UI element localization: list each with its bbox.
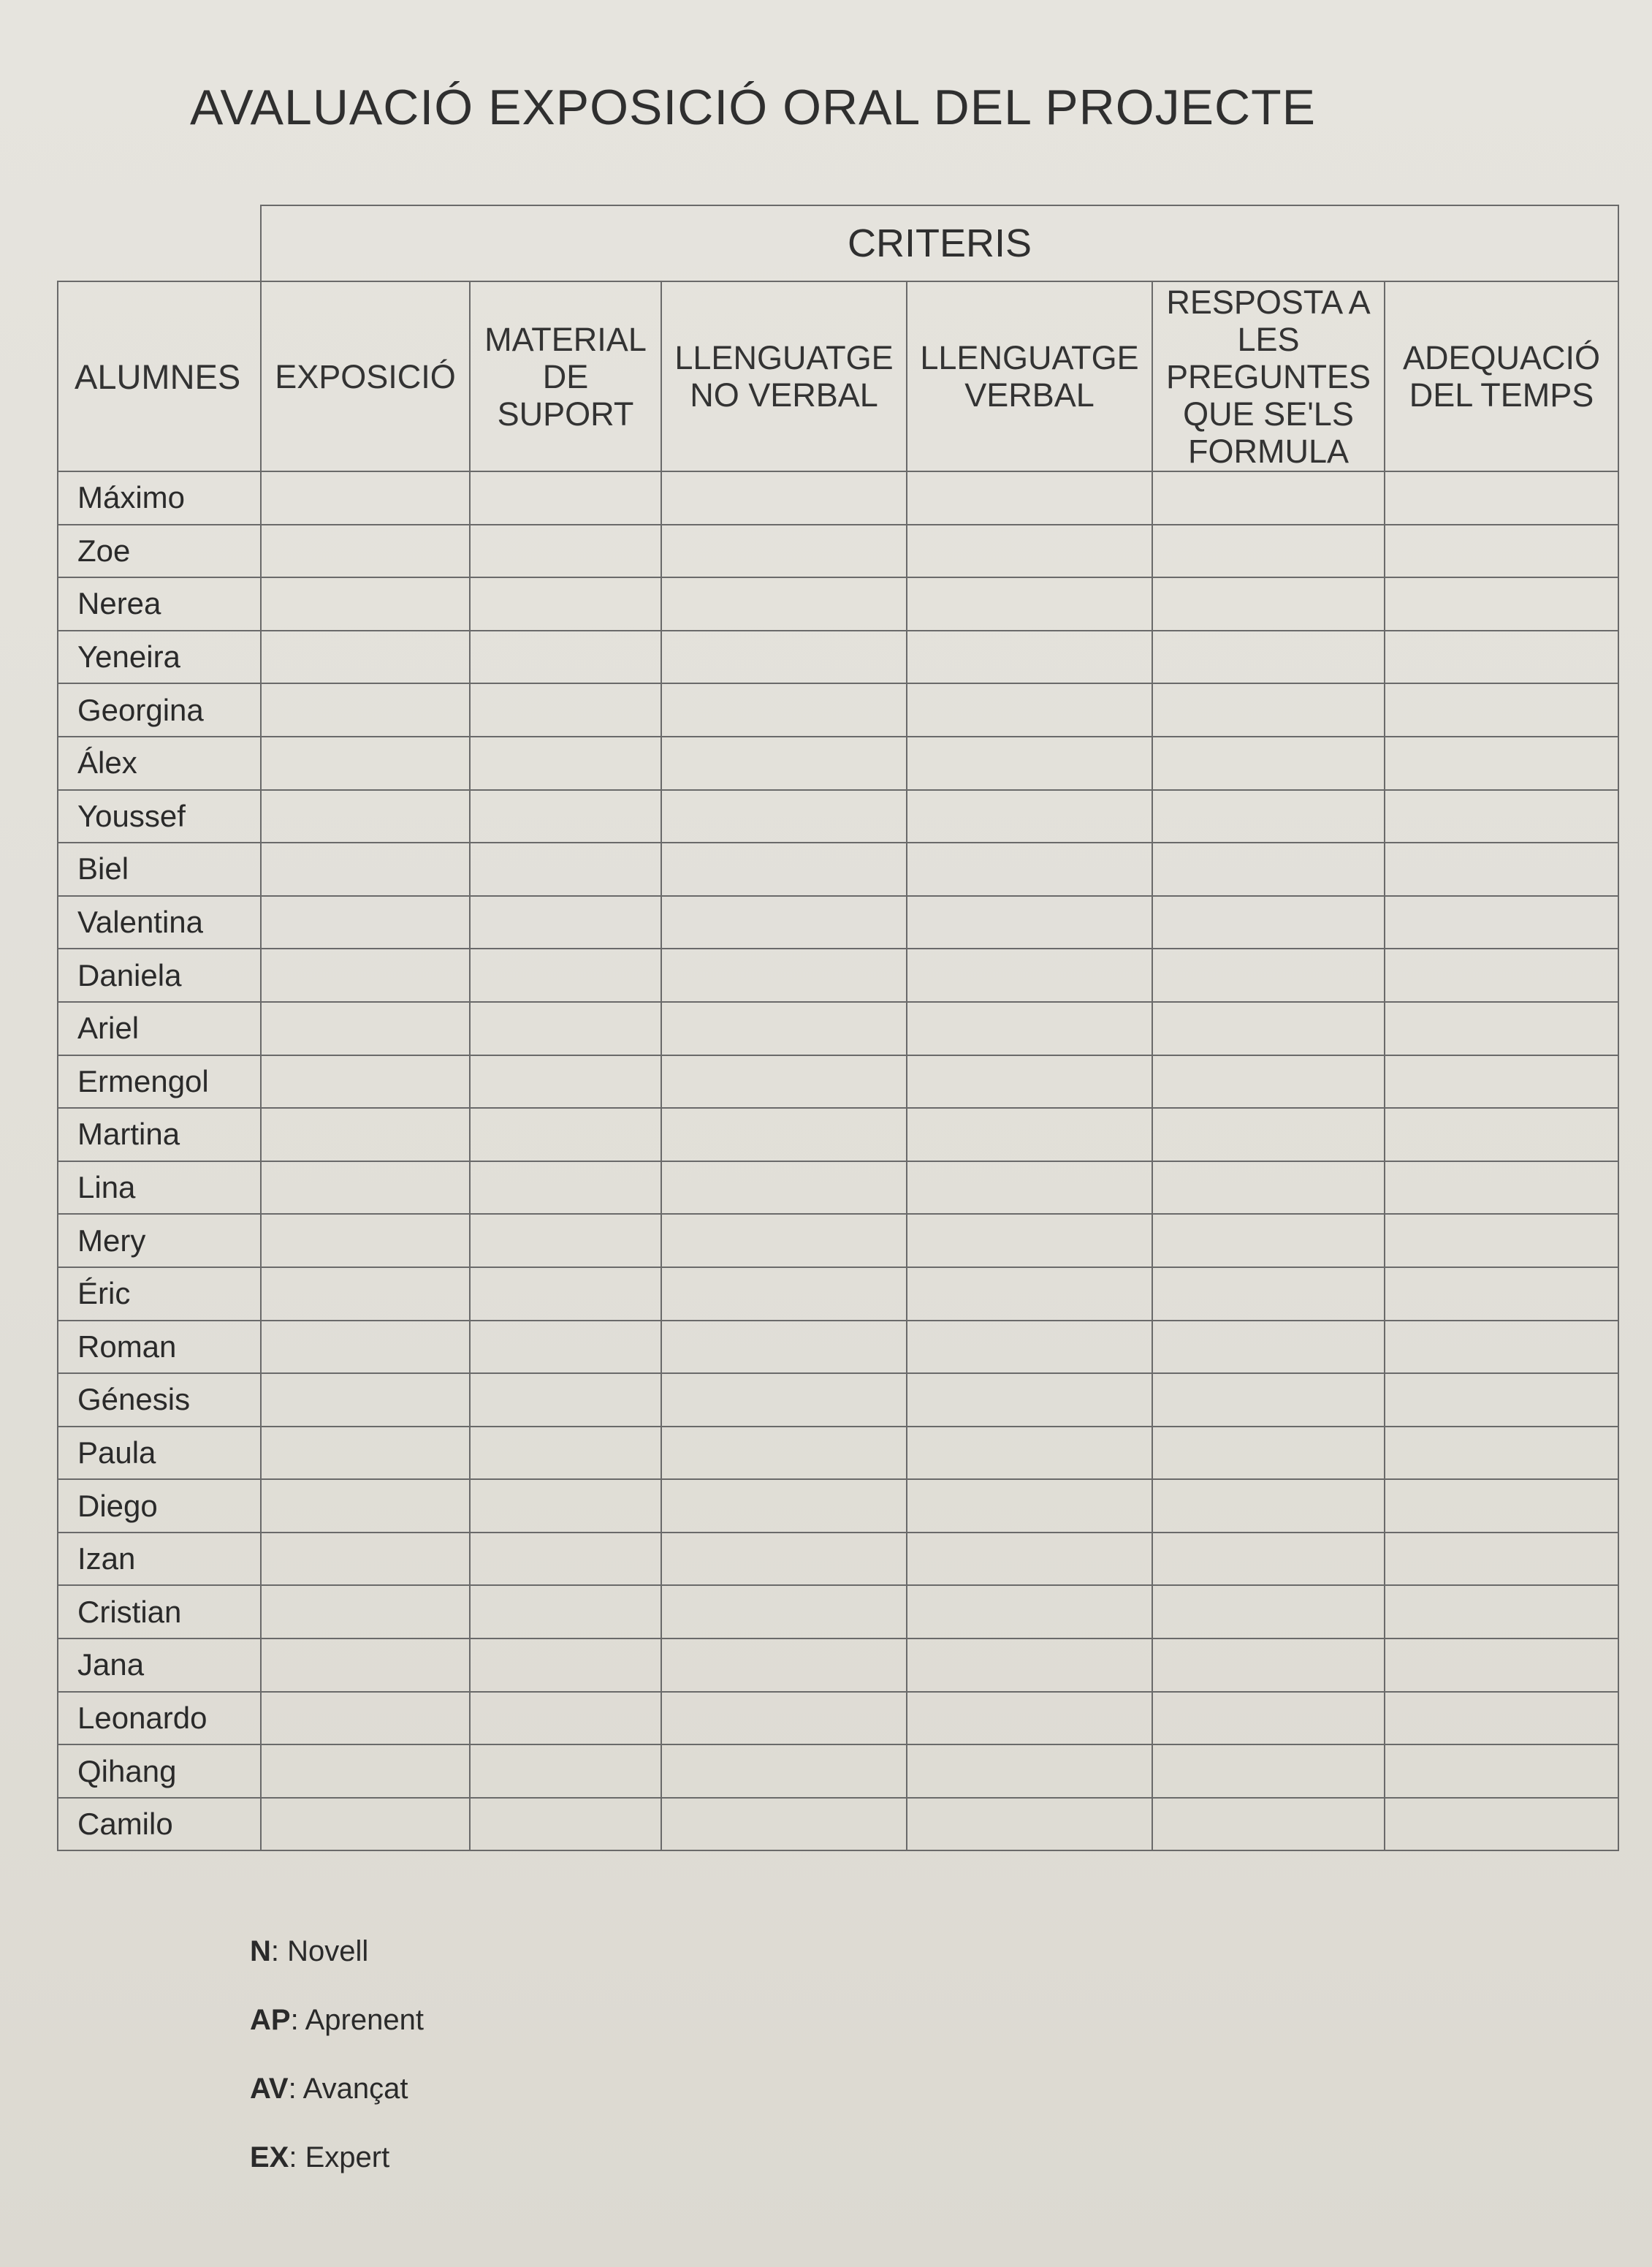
score-cell[interactable] — [907, 790, 1152, 843]
table-row — [58, 949, 1618, 1002]
score-cell[interactable] — [1152, 1744, 1385, 1798]
score-cell[interactable] — [661, 843, 907, 896]
score-cell[interactable] — [907, 1533, 1152, 1586]
score-cell[interactable] — [1152, 631, 1385, 684]
student-name: Camilo — [58, 1798, 261, 1851]
score-cell[interactable] — [470, 1108, 661, 1161]
table-row — [58, 790, 1618, 843]
score-cell[interactable] — [661, 1108, 907, 1161]
student-name: Mery — [58, 1214, 261, 1267]
student-name: Yeneira — [58, 631, 261, 684]
score-cell[interactable] — [907, 1798, 1152, 1851]
student-name: Álex — [58, 737, 261, 790]
score-cell[interactable] — [1152, 1161, 1385, 1215]
student-name: Diego — [58, 1479, 261, 1533]
score-cell[interactable] — [470, 1638, 661, 1692]
group-header-row — [58, 205, 1618, 281]
score-cell[interactable] — [1152, 471, 1385, 525]
score-cell[interactable] — [1152, 1321, 1385, 1374]
legend-code: AP — [250, 2004, 291, 2036]
table-row — [58, 896, 1618, 949]
student-name: Ermengol — [58, 1055, 261, 1109]
score-cell[interactable] — [261, 1267, 470, 1321]
score-cell[interactable] — [261, 843, 470, 896]
score-cell[interactable] — [261, 1161, 470, 1215]
score-cell[interactable] — [907, 1214, 1152, 1267]
score-cell[interactable] — [1152, 1479, 1385, 1533]
score-cell[interactable] — [907, 471, 1152, 525]
table-row — [58, 1638, 1618, 1692]
score-cell[interactable] — [907, 1744, 1152, 1798]
score-cell[interactable] — [261, 631, 470, 684]
student-rows — [58, 471, 1618, 1850]
student-name: Zoe — [58, 525, 261, 578]
table-row — [58, 1108, 1618, 1161]
score-cell[interactable] — [1385, 949, 1618, 1002]
score-cell[interactable] — [470, 1321, 661, 1374]
criterion-header: EXPOSICIÓ — [261, 281, 470, 471]
legend-label: Avançat — [302, 2073, 408, 2105]
table-row — [58, 1267, 1618, 1321]
score-cell[interactable] — [907, 1002, 1152, 1055]
legend-code: AV — [250, 2073, 289, 2105]
score-cell[interactable] — [661, 577, 907, 631]
score-cell[interactable] — [470, 790, 661, 843]
score-cell[interactable] — [261, 1214, 470, 1267]
student-name: Biel — [58, 843, 261, 896]
score-cell[interactable] — [470, 1692, 661, 1745]
students-column-header: ALUMNES — [58, 281, 261, 471]
student-name: Génesis — [58, 1373, 261, 1427]
score-cell[interactable] — [1385, 896, 1618, 949]
score-cell[interactable] — [907, 1055, 1152, 1109]
score-cell[interactable] — [907, 1267, 1152, 1321]
score-cell[interactable] — [261, 1533, 470, 1586]
student-name: Jana — [58, 1638, 261, 1692]
score-cell[interactable] — [261, 737, 470, 790]
table-row — [58, 1798, 1618, 1851]
score-cell[interactable] — [1152, 1108, 1385, 1161]
score-cell[interactable] — [907, 1427, 1152, 1480]
score-cell[interactable] — [661, 1214, 907, 1267]
score-cell[interactable] — [470, 577, 661, 631]
score-cell[interactable] — [907, 843, 1152, 896]
score-cell[interactable] — [661, 1002, 907, 1055]
score-cell[interactable] — [907, 1638, 1152, 1692]
score-cell[interactable] — [470, 471, 661, 525]
level-legend — [250, 1929, 424, 2204]
score-cell[interactable] — [1385, 1744, 1618, 1798]
score-cell[interactable] — [661, 1055, 907, 1109]
student-name: Nerea — [58, 577, 261, 631]
table-row — [58, 1373, 1618, 1427]
legend-item: EX: Expert — [250, 2141, 390, 2173]
score-cell[interactable] — [1385, 790, 1618, 843]
score-cell[interactable] — [661, 525, 907, 578]
score-cell[interactable] — [470, 1744, 661, 1798]
score-cell[interactable] — [661, 1321, 907, 1374]
score-cell[interactable] — [1385, 1638, 1618, 1692]
table-row — [58, 843, 1618, 896]
score-cell[interactable] — [261, 1638, 470, 1692]
score-cell[interactable] — [1385, 631, 1618, 684]
score-cell[interactable] — [470, 843, 661, 896]
student-name: Paula — [58, 1427, 261, 1480]
score-cell[interactable] — [470, 1427, 661, 1480]
student-name: Cristian — [58, 1585, 261, 1638]
student-name: Valentina — [58, 896, 261, 949]
score-cell[interactable] — [470, 1479, 661, 1533]
legend-label: Novell — [287, 1935, 369, 1967]
score-cell[interactable] — [661, 1585, 907, 1638]
score-cell[interactable] — [661, 1479, 907, 1533]
score-cell[interactable] — [1385, 1002, 1618, 1055]
score-cell[interactable] — [1385, 1585, 1618, 1638]
score-cell[interactable] — [907, 1373, 1152, 1427]
score-cell[interactable] — [661, 1638, 907, 1692]
score-cell[interactable] — [1385, 1479, 1618, 1533]
table-row — [58, 1002, 1618, 1055]
score-cell[interactable] — [661, 949, 907, 1002]
score-cell[interactable] — [1385, 737, 1618, 790]
table-row — [58, 525, 1618, 578]
score-cell[interactable] — [470, 631, 661, 684]
score-cell[interactable] — [1152, 737, 1385, 790]
score-cell[interactable] — [907, 577, 1152, 631]
legend-code: EX — [250, 2141, 289, 2173]
score-cell[interactable] — [661, 790, 907, 843]
score-cell[interactable] — [661, 737, 907, 790]
score-cell[interactable] — [1385, 1108, 1618, 1161]
table-row — [58, 1533, 1618, 1586]
score-cell[interactable] — [907, 525, 1152, 578]
table-row — [58, 1055, 1618, 1109]
score-cell[interactable] — [1385, 1321, 1618, 1374]
table-row — [58, 1692, 1618, 1745]
student-name: Izan — [58, 1533, 261, 1586]
score-cell[interactable] — [261, 1055, 470, 1109]
score-cell[interactable] — [1152, 949, 1385, 1002]
score-cell[interactable] — [1152, 1427, 1385, 1480]
legend-label: Expert — [305, 2141, 390, 2173]
criterion-header: LLENGUATGE VERBAL — [907, 281, 1152, 471]
score-cell[interactable] — [1152, 1585, 1385, 1638]
table-row — [58, 1321, 1618, 1374]
score-cell[interactable] — [1385, 577, 1618, 631]
score-cell[interactable] — [470, 1002, 661, 1055]
score-cell[interactable] — [1152, 1002, 1385, 1055]
score-cell[interactable] — [470, 1161, 661, 1215]
score-cell[interactable] — [1152, 1055, 1385, 1109]
score-cell[interactable] — [1385, 683, 1618, 737]
score-cell[interactable] — [661, 1373, 907, 1427]
score-cell[interactable] — [1385, 471, 1618, 525]
score-cell[interactable] — [907, 683, 1152, 737]
score-cell[interactable] — [907, 1585, 1152, 1638]
score-cell[interactable] — [907, 1108, 1152, 1161]
score-cell[interactable] — [661, 1533, 907, 1586]
student-name: Ariel — [58, 1002, 261, 1055]
table-row — [58, 1427, 1618, 1480]
score-cell[interactable] — [1385, 1267, 1618, 1321]
score-cell[interactable] — [261, 1427, 470, 1480]
score-cell[interactable] — [261, 949, 470, 1002]
score-cell[interactable] — [907, 737, 1152, 790]
blank-corner-cell — [58, 205, 261, 281]
student-name: Éric — [58, 1267, 261, 1321]
student-name: Leonardo — [58, 1692, 261, 1745]
score-cell[interactable] — [661, 471, 907, 525]
score-cell[interactable] — [1385, 1427, 1618, 1480]
table-row — [58, 631, 1618, 684]
score-cell[interactable] — [1152, 1533, 1385, 1586]
score-cell[interactable] — [1152, 1692, 1385, 1745]
score-cell[interactable] — [1152, 1214, 1385, 1267]
score-cell[interactable] — [470, 1585, 661, 1638]
legend-code: N — [250, 1935, 271, 1967]
score-cell[interactable] — [470, 1267, 661, 1321]
criterion-header: LLENGUATGE NO VERBAL — [661, 281, 907, 471]
score-cell[interactable] — [907, 896, 1152, 949]
table-row — [58, 1585, 1618, 1638]
student-name: Daniela — [58, 949, 261, 1002]
score-cell[interactable] — [907, 1161, 1152, 1215]
score-cell[interactable] — [470, 1373, 661, 1427]
score-cell[interactable] — [661, 1161, 907, 1215]
student-name: Roman — [58, 1321, 261, 1374]
score-cell[interactable] — [261, 1692, 470, 1745]
score-cell[interactable] — [1152, 1798, 1385, 1851]
score-cell[interactable] — [261, 1373, 470, 1427]
table-row — [58, 1479, 1618, 1533]
student-name: Máximo — [58, 471, 261, 525]
score-cell[interactable] — [907, 1321, 1152, 1374]
score-cell[interactable] — [1385, 1692, 1618, 1745]
score-cell[interactable] — [261, 1479, 470, 1533]
score-cell[interactable] — [261, 683, 470, 737]
legend-item: N: Novell — [250, 1935, 369, 1967]
score-cell[interactable] — [1152, 1638, 1385, 1692]
score-cell[interactable] — [261, 1585, 470, 1638]
score-cell[interactable] — [1385, 1533, 1618, 1586]
legend-item: AV: Avançat — [250, 2073, 408, 2105]
score-cell[interactable] — [470, 896, 661, 949]
score-cell[interactable] — [661, 683, 907, 737]
score-cell[interactable] — [261, 790, 470, 843]
score-cell[interactable] — [1385, 1055, 1618, 1109]
score-cell[interactable] — [470, 949, 661, 1002]
criteria-group-header: CRITERIS — [261, 205, 1618, 281]
score-cell[interactable] — [1385, 1214, 1618, 1267]
score-cell[interactable] — [661, 1692, 907, 1745]
student-name: Georgina — [58, 683, 261, 737]
score-cell[interactable] — [261, 1744, 470, 1798]
score-cell[interactable] — [1385, 525, 1618, 578]
score-cell[interactable] — [261, 577, 470, 631]
score-cell[interactable] — [261, 1321, 470, 1374]
score-cell[interactable] — [470, 1798, 661, 1851]
score-cell[interactable] — [261, 525, 470, 578]
score-cell[interactable] — [1385, 1373, 1618, 1427]
student-name: Qihang — [58, 1744, 261, 1798]
criterion-header: RESPOSTA A LES PREGUNTES QUE SE'LS FORMULA — [1152, 281, 1385, 471]
score-cell[interactable] — [661, 896, 907, 949]
evaluation-table — [57, 205, 1619, 1851]
score-cell[interactable] — [1152, 843, 1385, 896]
score-cell[interactable] — [1152, 683, 1385, 737]
score-cell[interactable] — [1152, 790, 1385, 843]
score-cell[interactable] — [261, 1798, 470, 1851]
student-name: Lina — [58, 1161, 261, 1215]
score-cell[interactable] — [470, 737, 661, 790]
table-row — [58, 577, 1618, 631]
score-cell[interactable] — [661, 1427, 907, 1480]
score-cell[interactable] — [261, 1108, 470, 1161]
score-cell[interactable] — [470, 1055, 661, 1109]
score-cell[interactable] — [907, 949, 1152, 1002]
score-cell[interactable] — [1152, 577, 1385, 631]
score-cell[interactable] — [1152, 1267, 1385, 1321]
legend-item: AP: Aprenent — [250, 2004, 424, 2036]
score-cell[interactable] — [1152, 525, 1385, 578]
table-row — [58, 471, 1618, 525]
table-row — [58, 683, 1618, 737]
score-cell[interactable] — [261, 896, 470, 949]
score-cell[interactable] — [261, 1002, 470, 1055]
score-cell[interactable] — [661, 1267, 907, 1321]
criterion-header: ADEQUACIÓ DEL TEMPS — [1385, 281, 1618, 471]
table-row — [58, 1214, 1618, 1267]
table-row — [58, 1744, 1618, 1798]
score-cell[interactable] — [1152, 896, 1385, 949]
score-cell[interactable] — [661, 1798, 907, 1851]
legend-label: Aprenent — [305, 2004, 424, 2036]
score-cell[interactable] — [470, 1214, 661, 1267]
score-cell[interactable] — [1385, 1798, 1618, 1851]
criterion-header: MATERIAL DE SUPORT — [470, 281, 661, 471]
score-cell[interactable] — [1152, 1373, 1385, 1427]
score-cell[interactable] — [661, 1744, 907, 1798]
score-cell[interactable] — [661, 631, 907, 684]
student-name: Youssef — [58, 790, 261, 843]
score-cell[interactable] — [907, 1692, 1152, 1745]
score-cell[interactable] — [907, 631, 1152, 684]
score-cell[interactable] — [470, 683, 661, 737]
score-cell[interactable] — [1385, 843, 1618, 896]
score-cell[interactable] — [470, 1533, 661, 1586]
score-cell[interactable] — [470, 525, 661, 578]
score-cell[interactable] — [1385, 1161, 1618, 1215]
score-cell[interactable] — [907, 1479, 1152, 1533]
score-cell[interactable] — [261, 471, 470, 525]
student-name: Martina — [58, 1108, 261, 1161]
page-title: AVALUACIÓ EXPOSICIÓ ORAL DEL PROJECTE — [190, 80, 1316, 135]
table-row — [58, 1161, 1618, 1215]
column-header-row — [58, 281, 1618, 471]
table-row — [58, 737, 1618, 790]
